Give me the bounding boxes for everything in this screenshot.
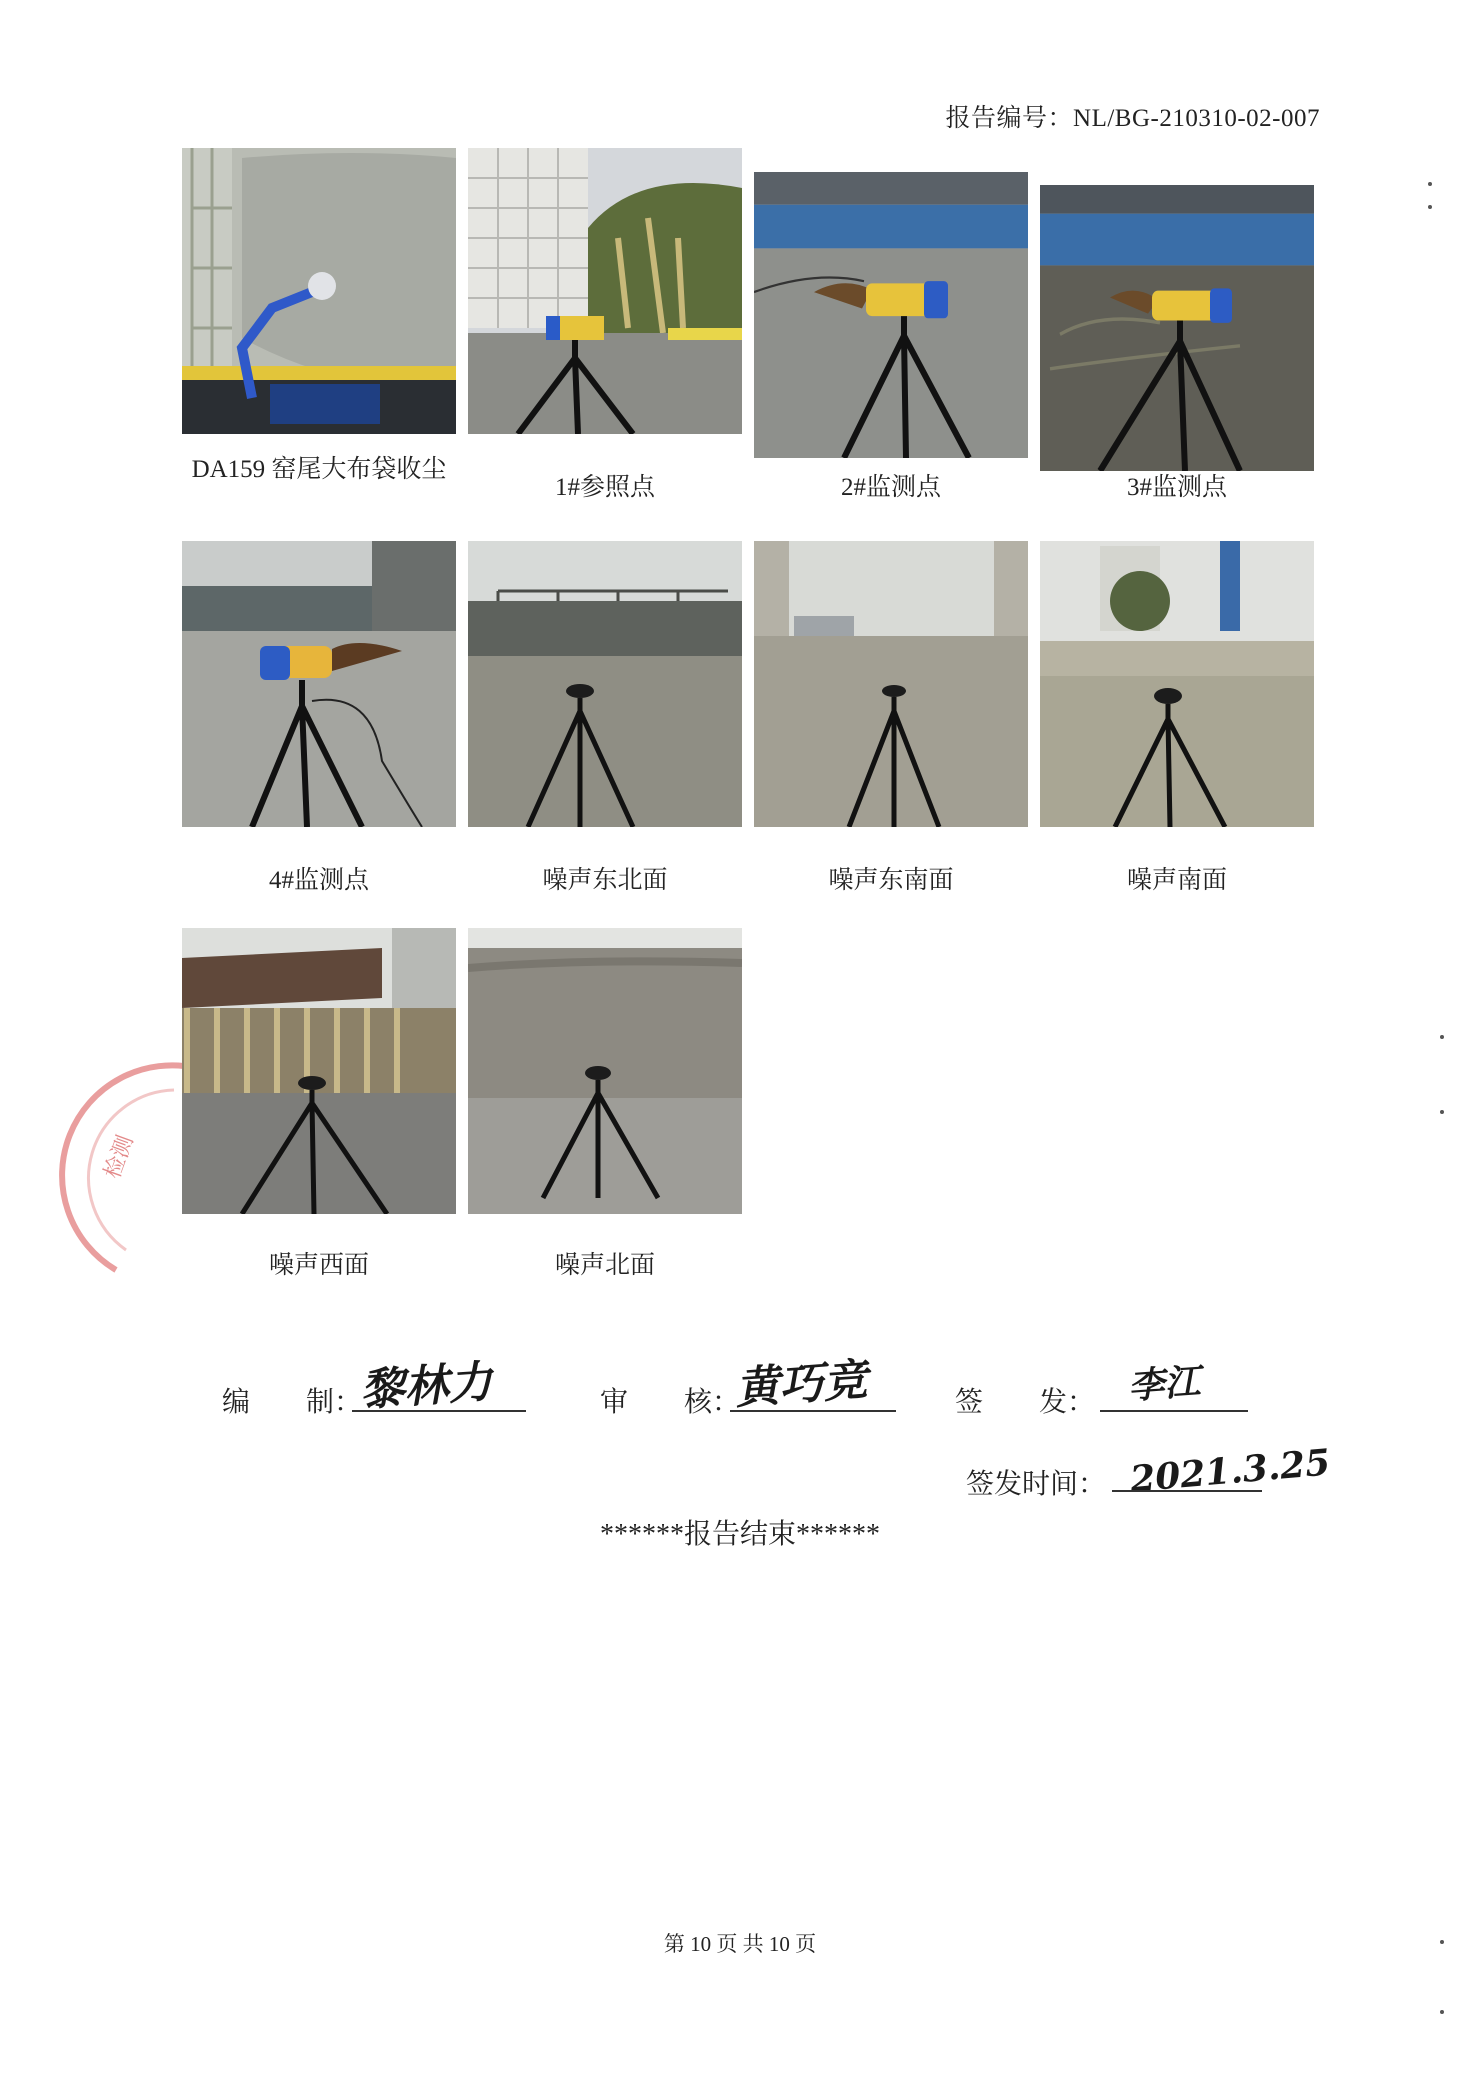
- photo-monitoring-point-3: [1040, 185, 1314, 471]
- report-end-mark: ******报告结束******: [599, 1519, 880, 1550]
- photo-monitoring-point-4: [182, 541, 456, 827]
- caption-monitoring-point-4: 4#监测点: [268, 867, 369, 894]
- caption-noise-southeast: 噪声东南面: [828, 867, 954, 894]
- scan-artifact: [1440, 2010, 1444, 2014]
- scan-artifact: [1440, 1940, 1444, 1944]
- photo-noise-northeast: [468, 541, 742, 827]
- caption-noise-west: 噪声西面: [268, 1252, 369, 1279]
- issue-date-line: [1112, 1490, 1262, 1492]
- reviewed-label: 审 核：: [600, 1387, 741, 1418]
- issued-label: 签 发：: [955, 1387, 1096, 1418]
- scan-artifact: [1428, 182, 1432, 186]
- reviewed-signature: 黄巧竞: [733, 1354, 869, 1415]
- prepared-label: 编 制：: [222, 1387, 363, 1418]
- caption-reference-point-1: 1#参照点: [554, 474, 655, 501]
- report-number: 报告编号：NL/BG-210310-02-007: [945, 105, 1320, 132]
- scan-artifact: [1440, 1035, 1444, 1039]
- photo-noise-south: [1040, 541, 1314, 827]
- page-number: 第 10 页 共 10 页: [663, 1932, 817, 1956]
- prepared-line: [352, 1410, 526, 1412]
- caption-noise-northeast: 噪声东北面: [542, 867, 668, 894]
- photo-noise-north: [468, 928, 742, 1214]
- prepared-signature: 黎林力: [358, 1356, 494, 1417]
- photo-da159-dust-collector: [182, 148, 456, 434]
- scan-artifact: [1428, 205, 1432, 209]
- caption-monitoring-point-2: 2#监测点: [840, 474, 941, 501]
- photo-noise-southeast: [754, 541, 1028, 827]
- issued-signature: 李江: [1126, 1360, 1202, 1408]
- caption-monitoring-point-3: 3#监测点: [1126, 474, 1227, 501]
- caption-noise-north: 噪声北面: [554, 1252, 655, 1279]
- photo-reference-point-1: [468, 148, 742, 434]
- scan-artifact: [1440, 1110, 1444, 1114]
- photo-monitoring-point-2: [754, 172, 1028, 458]
- issue-date-label: 签发时间：: [966, 1469, 1107, 1500]
- issued-line: [1100, 1410, 1248, 1412]
- issue-date: 2021.3.25: [1128, 1441, 1332, 1501]
- reviewed-line: [730, 1410, 896, 1412]
- svg-text:检测: 检测: [100, 1132, 139, 1183]
- caption-da159: DA159 窑尾大布袋收尘: [191, 456, 447, 483]
- photo-noise-west: [182, 928, 456, 1214]
- caption-noise-south: 噪声南面: [1126, 867, 1227, 894]
